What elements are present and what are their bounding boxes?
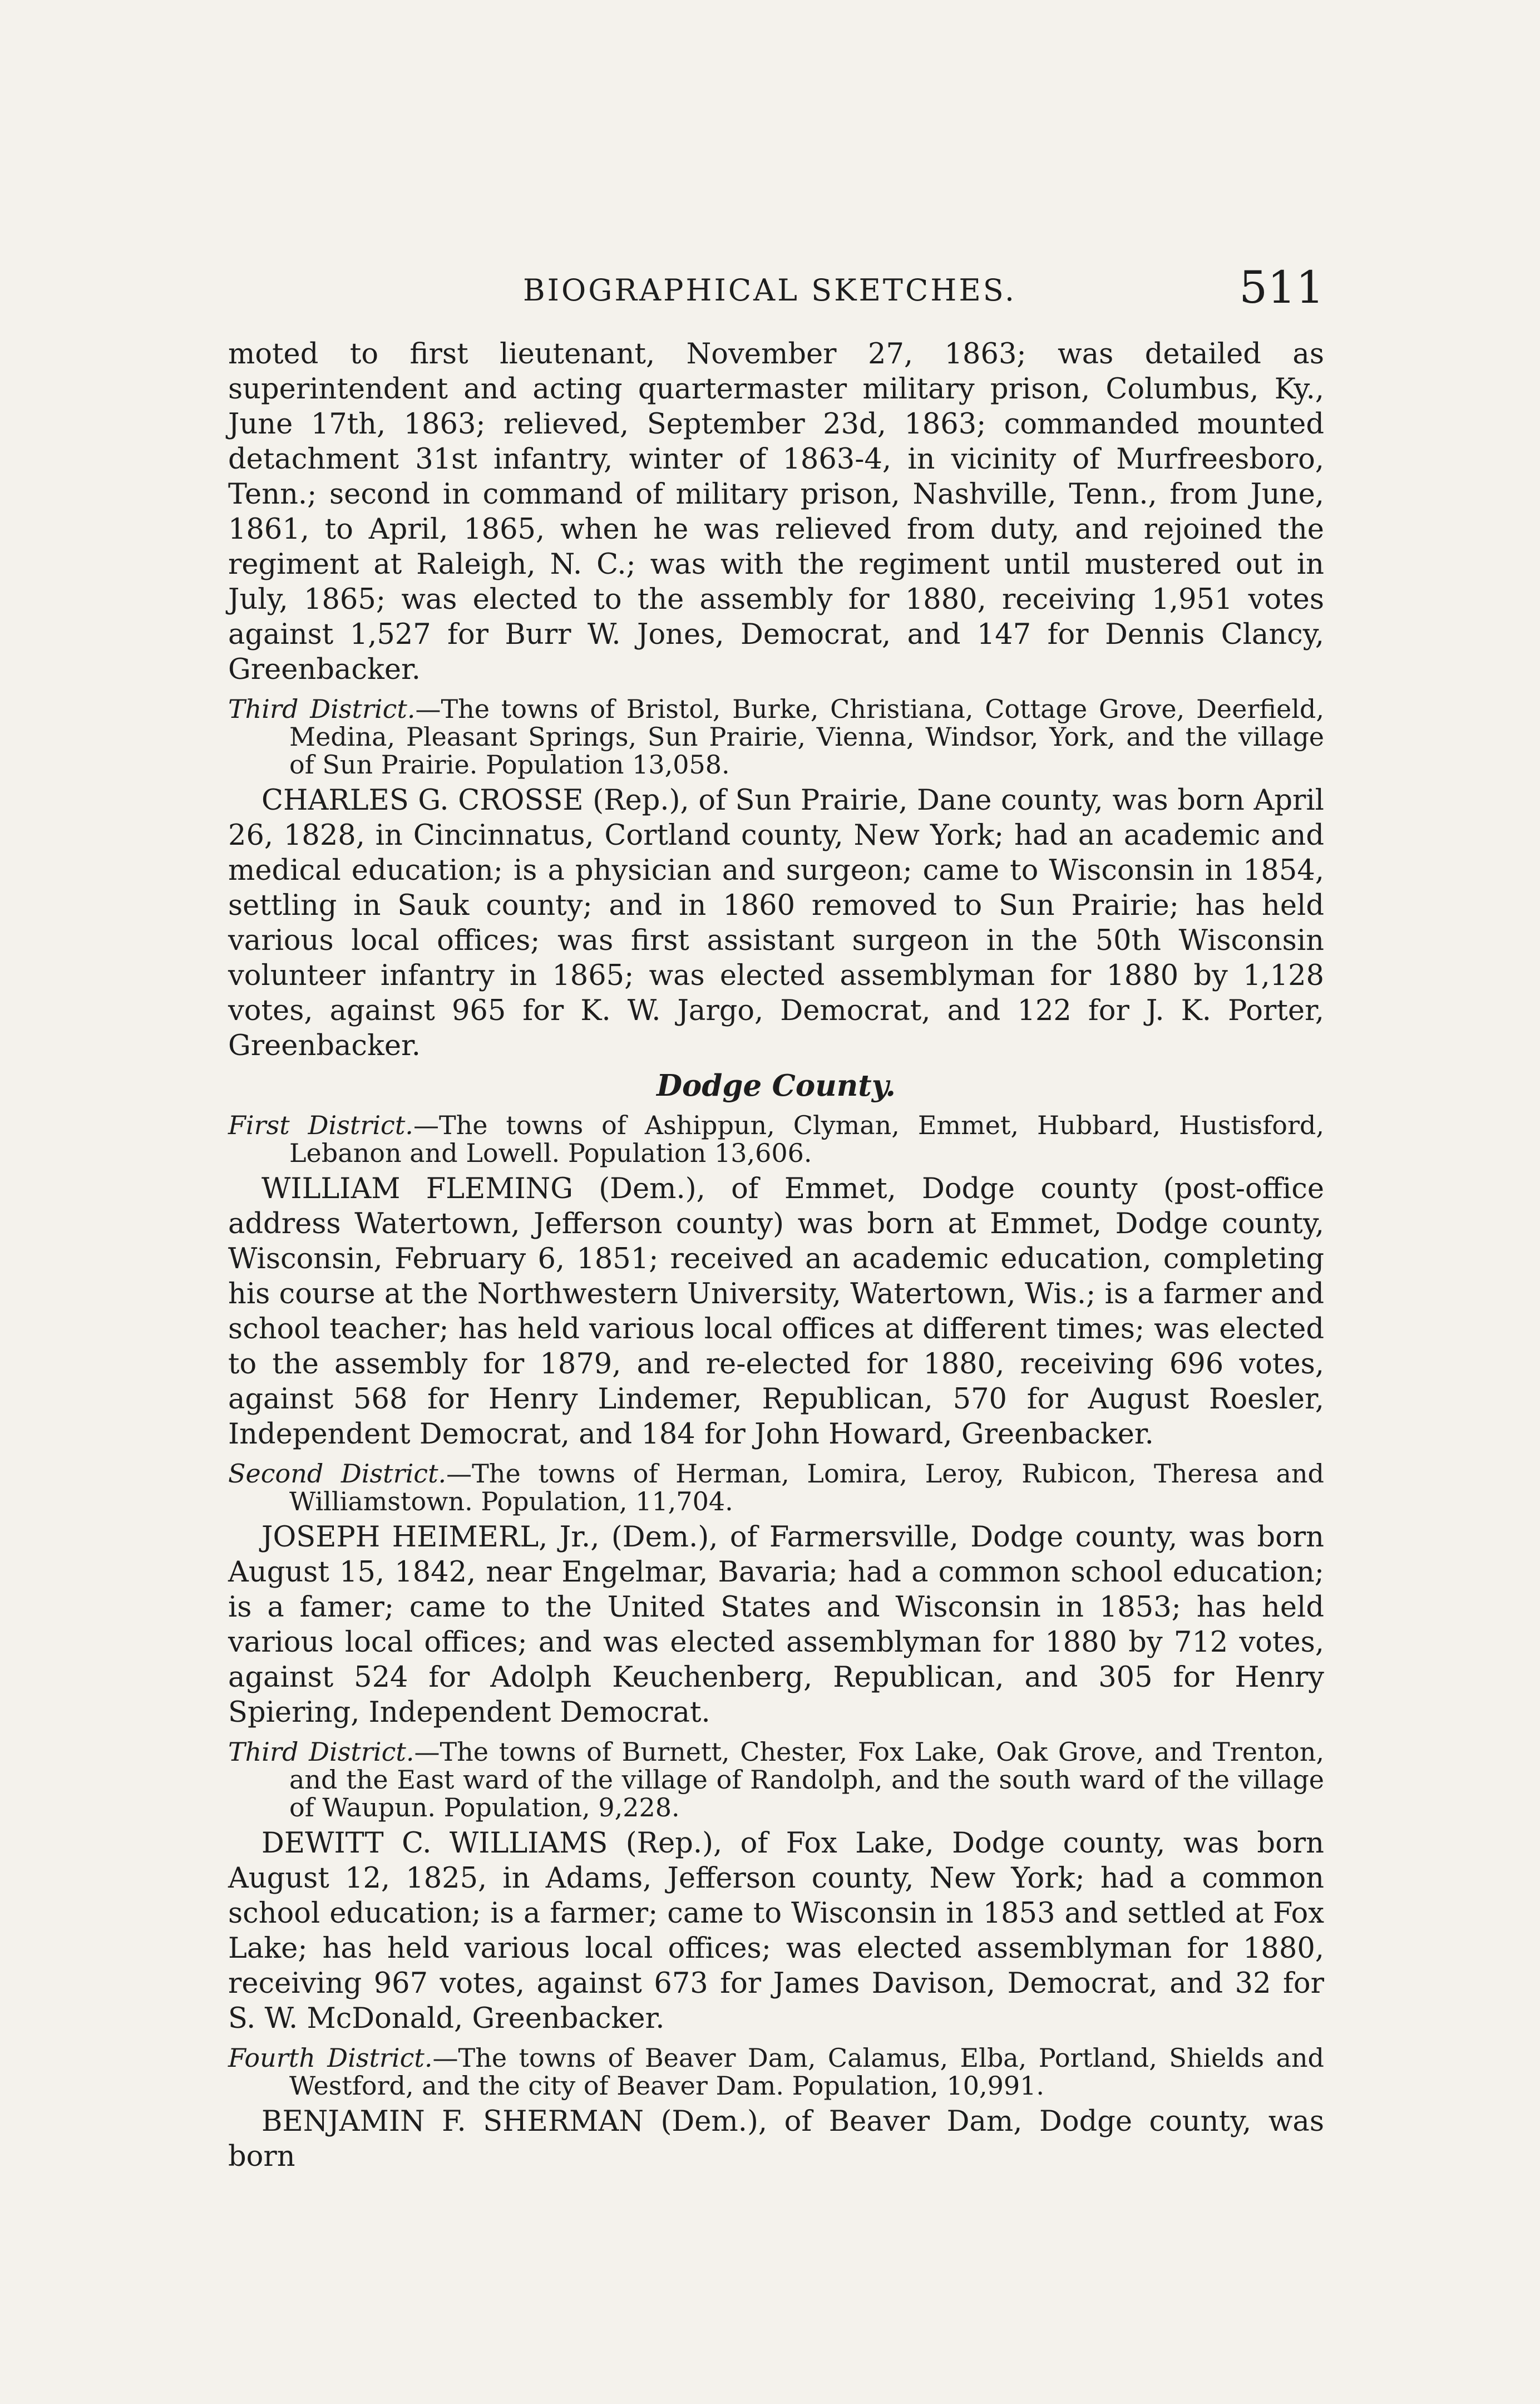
- district-note-second: [228, 1460, 1324, 1515]
- county-heading: Dodge County.: [657, 1068, 896, 1103]
- page-body: [228, 337, 1324, 2174]
- district-label: Third District.: [228, 694, 416, 724]
- district-description: —The towns of Bristol, Burke, Christiana, Cottage Grove, Deerfield, Medina, Pleasant Springs, Sun Prairie, Vienna, Windsor, York, and the village of Sun Prairie. Population 13,058.: [289, 694, 1324, 780]
- district-label: Fourth District.: [228, 2043, 433, 2073]
- biography-williams: DEWITT C. WILLIAMS (Rep.), of Fox Lake, Dodge county, was born August 12, 1825, in Adams, Jefferson county, New York; had a common school education; is a farmer; came to Wisconsin in 1853 and settled at Fox Lake; has held various local offices; was elected assemblyman for 1880, receiving 967 votes, against 673 for James Davison, Democrat, and 32 for S. W. McDonald, Greenbacker.: [228, 1827, 1324, 2035]
- district-label: First District.: [228, 1110, 413, 1140]
- district-description: —The towns of Beaver Dam, Calamus, Elba, Portland, Shields and Westford, and the city of Beaver Dam. Population, 10,991.: [289, 2043, 1324, 2101]
- district-note-fourth: [228, 2044, 1324, 2100]
- district-description: —The towns of Herman, Lomira, Leroy, Rubicon, Theresa and Williamstown. Population, 11,704.: [289, 1459, 1324, 1516]
- running-head: BIOGRAPHICAL SKETCHES.: [523, 273, 1017, 308]
- biography-sherman: BENJAMIN F. SHERMAN (Dem.), of Beaver Dam, Dodge county, was born: [228, 2105, 1324, 2173]
- biography-fleming: WILLIAM FLEMING (Dem.), of Emmet, Dodge county (post-office address Watertown, Jefferson county) was born at Emmet, Dodge county, Wisconsin, February 6, 1851; received an academic education, completing his course at the Northwestern University, Watertown, Wis.; is a farmer and school teacher; has held various local offices at different times; was elected to the assembly for 1879, and re-elected for 1880, receiving 696 votes, against 568 for Henry Lindemer, Republican, 570 for August Roesler, Independent Democrat, and 184 for John Howard, Greenbacker.: [228, 1173, 1324, 1451]
- district-note-first: [228, 1111, 1324, 1167]
- biography-heimerl: JOSEPH HEIMERL, Jr., (Dem.), of Farmersville, Dodge county, was born August 15, 1842, near Engelmar, Bavaria; had a common school education; is a famer; came to the United States and Wisconsin in 1853; has held various local offices; and was elected assemblyman for 1880 by 712 votes, against 524 for Adolph Keuchenberg, Republican, and 305 for Henry Spiering, Independent Democrat.: [228, 1521, 1324, 1729]
- page-header: [228, 262, 1324, 312]
- district-note-third-dodge: [228, 1738, 1324, 1821]
- district-description: —The towns of Ashippun, Clyman, Emmet, Hubbard, Hustisford, Lebanon and Lowell. Population 13,606.: [289, 1110, 1325, 1168]
- continued-biography: moted to first lieutenant, November 27, 1863; was detailed as superintendent and acting quartermaster military prison, Columbus, Ky., June 17th, 1863; relieved, September 23d, 1863; commanded mounted detachment 31st infantry, winter of 1863-4, in vicinity of Murfreesboro, Tenn.; second in command of military prison, Nashville, Tenn., from June, 1861, to April, 1865, when he was relieved from duty, and rejoined the regiment at Raleigh, N. C.; was with the regiment until mustered out in July, 1865; was elected to the assembly for 1880, receiving 1,951 votes against 1,527 for Burr W. Jones, Democrat, and 147 for Dennis Clancy, Greenbacker.: [228, 338, 1324, 686]
- district-note-third: [228, 695, 1324, 779]
- page-number: 511: [1239, 262, 1324, 313]
- district-description: —The towns of Burnett, Chester, Fox Lake, Oak Grove, and Trenton, and the East ward of the village of Randolph, and the south ward of the village of Waupun. Population, 9,228.: [289, 1737, 1324, 1822]
- district-label: Third District.: [228, 1737, 414, 1767]
- district-label: Second District.: [228, 1459, 447, 1489]
- biography-crosse: CHARLES G. CROSSE (Rep.), of Sun Prairie, Dane county, was born April 26, 1828, in Cincinnatus, Cortland county, New York; had an academic and medical education; is a physician and surgeon; came to Wisconsin in 1854, settling in Sauk county; and in 1860 removed to Sun Prairie; has held various local offices; was first assistant surgeon in the 50th Wisconsin volunteer infantry in 1865; was elected assemblyman for 1880 by 1,128 votes, against 965 for K. W. Jargo, Democrat, and 122 for J. K. Porter, Greenbacker.: [228, 784, 1324, 1062]
